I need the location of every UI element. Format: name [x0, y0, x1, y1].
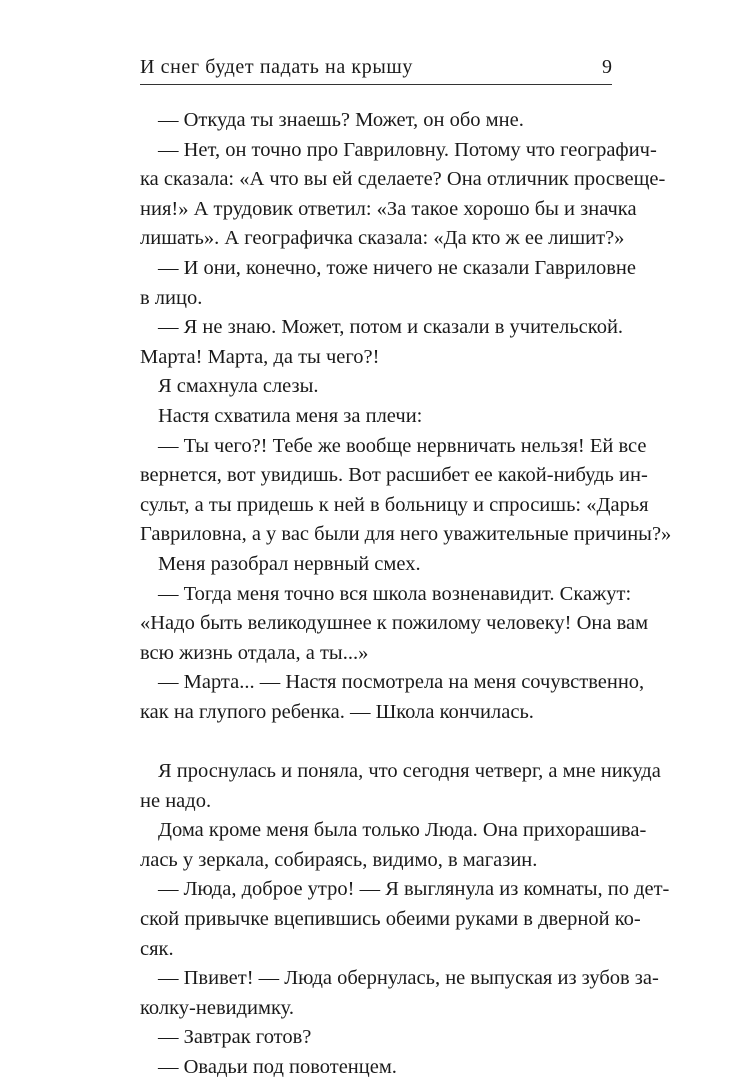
text-line: — Овадьи под повотенцем. — [158, 1056, 397, 1078]
text-line: как на глупого ребенка. — Школа кончилась. — [140, 700, 534, 723]
text-line: ния!» А трудовик ответил: «За такое хорошо бы и значка — [140, 197, 637, 220]
text-line: в лицо. — [140, 286, 203, 309]
text-line: Дома кроме меня была только Люда. Она прихорашива- — [158, 819, 647, 842]
book-title: И снег будет падать на крышу — [140, 56, 413, 78]
text-line: Настя схватила меня за плечи: — [158, 404, 423, 427]
page-number: 9 — [602, 56, 612, 78]
text-line: «Надо быть великодушнее к пожилому человеку! Она вам — [140, 612, 649, 635]
text-line: — Пвивет! — Люда обернулась, не выпуская из зубов за- — [158, 967, 659, 990]
text-line: колку-невидимку. — [140, 996, 294, 1019]
body-text — [140, 106, 672, 1083]
text-line: сульт, а ты придешь к ней в больницу и спросишь: «Дарья — [140, 493, 649, 516]
text-line: ской привычке вцепившись обеими руками в дверной ко- — [140, 908, 641, 931]
running-header — [140, 52, 612, 85]
text-line: сяк. — [140, 937, 174, 960]
text-line: — Откуда ты знаешь? Может, он обо мне. — [158, 109, 524, 131]
text-line: Я проснулась и поняла, что сегодня четверг, а мне никуда — [158, 760, 661, 783]
text-line: — Ты чего?! Тебе же вообще нервничать нельзя! Ей все — [158, 434, 647, 457]
text-line: — Я не знаю. Может, потом и сказали в учительской. — [158, 316, 624, 339]
text-line: — И они, конечно, тоже ничего не сказали Гавриловне — [158, 256, 636, 279]
text-line: Марта! Марта, да ты чего?! — [140, 345, 380, 368]
text-line: Я смахнула слезы. — [158, 375, 319, 398]
text-line: — Марта... — Настя посмотрела на меня сочувственно, — [158, 671, 645, 694]
text-line: вернется, вот увидишь. Вот расшибет ее какой-нибудь ин- — [140, 464, 648, 487]
text-line: — Завтрак готов? — [158, 1026, 312, 1049]
text-line: ка сказала: «А что вы ей сделаете? Она отличник просвеще- — [140, 168, 666, 191]
text-line: — Люда, доброе утро! — Я выглянула из комнаты, по дет- — [158, 878, 670, 901]
section-break — [140, 727, 612, 757]
text-line: — Тогда меня точно вся школа возненавидит. Скажут: — [158, 582, 632, 605]
text-line: Меня разобрал нервный смех. — [158, 552, 421, 575]
text-line: лась у зеркала, собираясь, видимо, в магазин. — [140, 848, 538, 871]
text-line: Гавриловна, а у вас были для него уважительные причины?» — [140, 523, 672, 546]
text-line: лишать». А географичка сказала: «Да кто ж ее лишит?» — [140, 227, 625, 250]
text-line: не надо. — [140, 789, 212, 812]
text-line: — Нет, он точно про Гавриловну. Потому что географич- — [158, 138, 657, 161]
text-line: всю жизнь отдала, а ты...» — [140, 641, 369, 664]
